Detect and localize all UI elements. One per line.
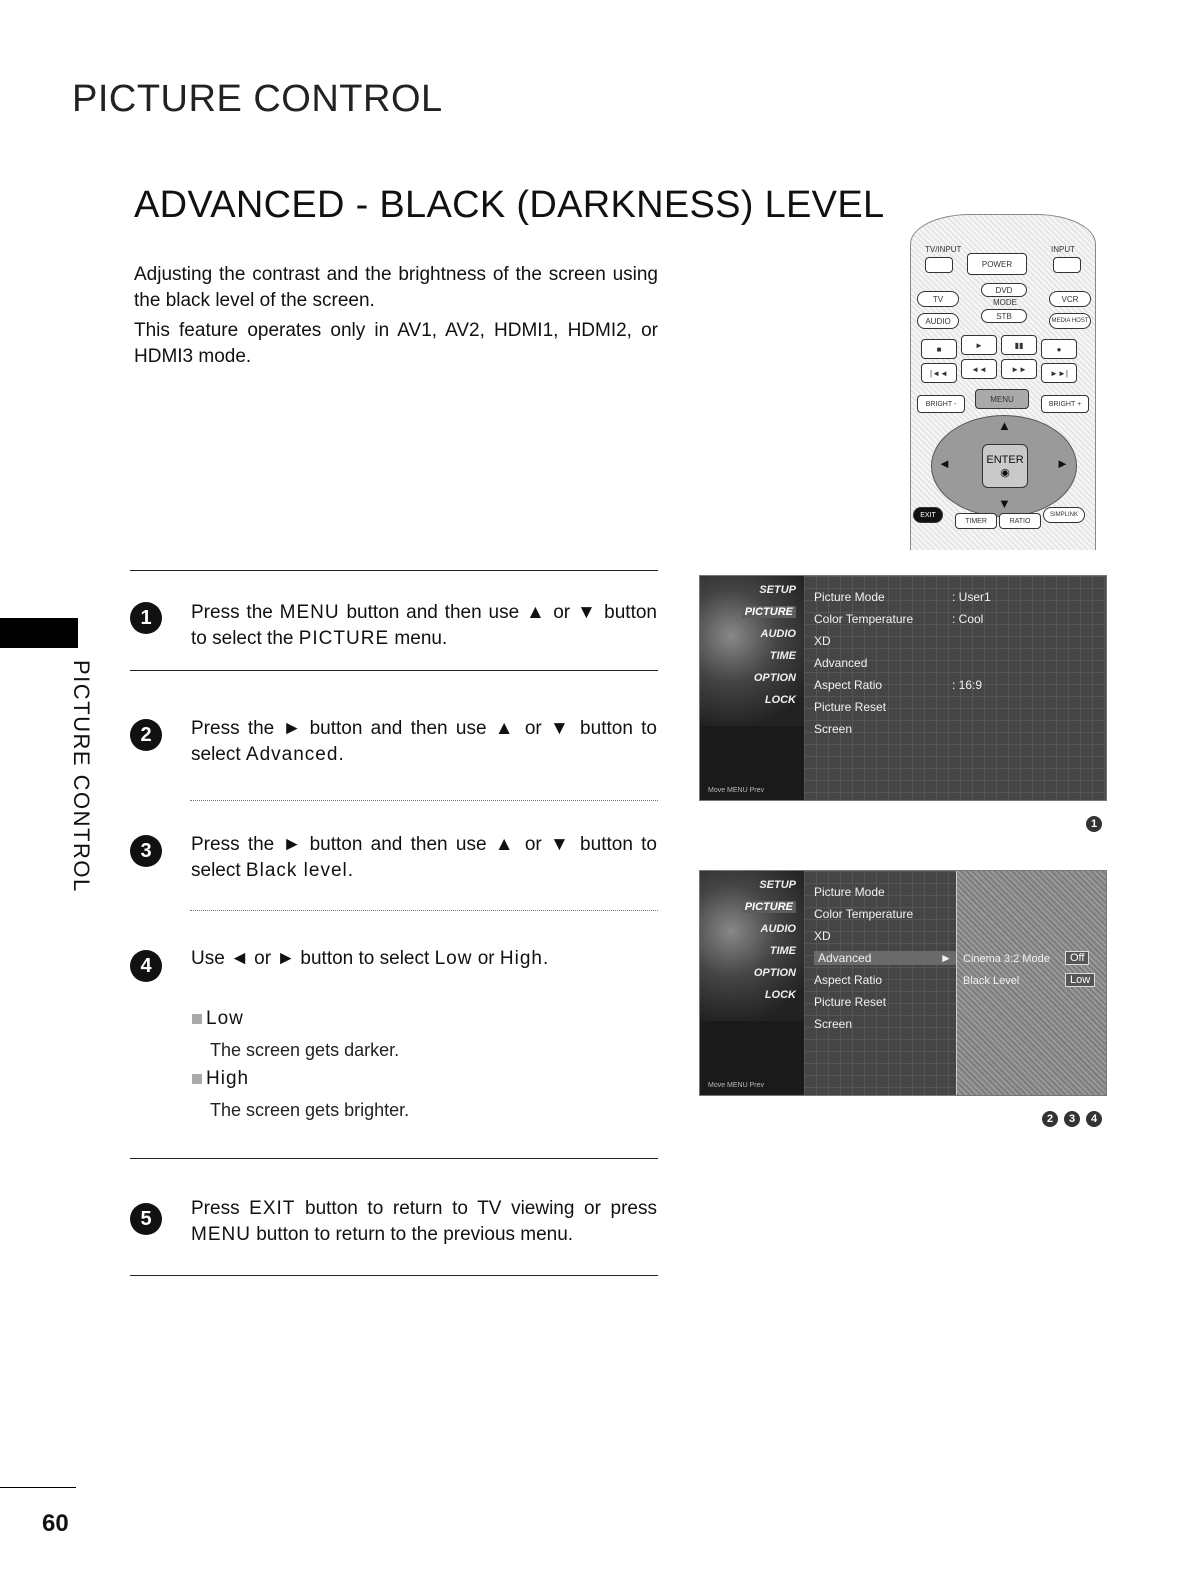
osd-footer-hint: Move MENU Prev [708, 787, 765, 794]
osd-item-picture-mode: Picture Mode [814, 590, 885, 604]
dvd-mode-button[interactable]: DVD [981, 283, 1027, 297]
osd-subvalue-cinema-mode: Off [1065, 951, 1089, 965]
divider [130, 570, 658, 571]
play-button[interactable]: ► [961, 335, 997, 355]
tv-mode-button[interactable]: TV [917, 291, 959, 307]
osd-category-option: OPTION [753, 967, 796, 979]
osd-category-time: TIME [769, 650, 796, 662]
intro-paragraph-1: Adjusting the contrast and the brightness of the screen using the black level of the screen. [134, 264, 658, 311]
page-number: 60 [42, 1510, 69, 1537]
osd-item-advanced-selected: Advanced [814, 951, 960, 965]
page-number-rule [0, 1487, 76, 1488]
osd-menu-panel [804, 871, 1106, 1095]
step-number-5: 5 [130, 1203, 162, 1235]
option-low-label: Low [192, 1008, 244, 1030]
enter-button[interactable]: ENTER ◉ [982, 444, 1028, 488]
step-number-2: 2 [130, 719, 162, 751]
remote-label-mode: MODE [993, 298, 1017, 307]
navigation-pad[interactable] [931, 415, 1077, 517]
divider [130, 670, 658, 671]
intro-paragraph-2: This feature operates only in AV1, AV2, HDMI1, HDMI2, or HDMI3 mode. [134, 320, 658, 367]
osd-subvalue-black-level: Low [1065, 973, 1095, 987]
screenshot-badge-3: 3 [1064, 1111, 1080, 1127]
record-button[interactable]: ● [1041, 339, 1077, 359]
osd-category-audio: AUDIO [760, 923, 796, 935]
power-button[interactable]: POWER [967, 253, 1027, 275]
input-button[interactable] [1053, 257, 1081, 273]
audio-mode-button[interactable]: AUDIO [917, 313, 959, 329]
dotted-divider [190, 910, 658, 911]
osd-category-setup: SETUP [759, 584, 796, 596]
osd-advanced-submenu [956, 871, 1106, 1095]
up-arrow-icon[interactable]: ▲ [998, 418, 1011, 433]
divider [130, 1158, 658, 1159]
section-title: ADVANCED - BLACK (DARKNESS) LEVEL [134, 184, 885, 226]
osd-category-setup: SETUP [759, 879, 796, 891]
osd-item-aspect-ratio: Aspect Ratio [814, 973, 883, 987]
right-arrow-icon[interactable]: ► [1056, 456, 1069, 471]
option-high-description: The screen gets brighter. [210, 1100, 410, 1120]
step-3-text: Press the ► button and then use ▲ or ▼ button to select Black level. [191, 834, 657, 881]
osd-category-picture: PICTURE [742, 901, 796, 913]
exit-button[interactable]: EXIT [913, 507, 943, 523]
remote-label-input: INPUT [1051, 245, 1075, 254]
pause-button[interactable]: ▮▮ [1001, 335, 1037, 355]
skip-forward-button[interactable]: ►►| [1041, 363, 1077, 383]
osd-item-xd: XD [814, 929, 831, 943]
step-2-text: Press the ► button and then use ▲ or ▼ button to select Advanced. [191, 718, 657, 765]
vcr-mode-button[interactable]: VCR [1049, 291, 1091, 307]
osd-item-picture-reset: Picture Reset [814, 995, 887, 1009]
osd-subitem-cinema-mode: Cinema 3:2 Mode [963, 953, 1050, 965]
left-arrow-icon[interactable]: ◄ [938, 456, 951, 471]
osd-category-audio: AUDIO [760, 628, 796, 640]
osd-value-color-temperature: : Cool [952, 612, 984, 626]
bright-minus-button[interactable]: BRIGHT - [917, 395, 965, 413]
bullet-icon [192, 1014, 202, 1024]
osd-item-screen: Screen [814, 722, 853, 736]
step-number-1: 1 [130, 602, 162, 634]
fast-forward-button[interactable]: ►► [1001, 359, 1037, 379]
timer-button[interactable]: TIMER [955, 513, 997, 529]
divider [130, 1275, 658, 1276]
submenu-arrow-icon: ► [940, 951, 952, 965]
osd-item-color-temperature: Color Temperature [814, 612, 914, 626]
option-low-description: The screen gets darker. [210, 1040, 400, 1060]
osd-picture-menu-screenshot [699, 575, 1107, 801]
osd-subitem-black-level: Black Level [963, 975, 1020, 987]
osd-item-xd: XD [814, 634, 831, 648]
page-header: PICTURE CONTROL [72, 78, 443, 120]
remote-control-illustration [910, 214, 1096, 550]
step-1-text: Press the MENU button and then use ▲ or ▼ button to select the PICTURE menu. [191, 602, 657, 649]
osd-item-color-temperature: Color Temperature [814, 907, 914, 921]
stb-mode-button[interactable]: STB [981, 309, 1027, 323]
step-number-3: 3 [130, 835, 162, 867]
dotted-divider [190, 800, 658, 801]
screenshot-badge-4: 4 [1086, 1111, 1102, 1127]
down-arrow-icon[interactable]: ▼ [998, 496, 1011, 511]
osd-category-sidebar [700, 871, 804, 1095]
side-section-label: PICTURE CONTROL [69, 660, 94, 893]
step-number-4: 4 [130, 950, 162, 982]
osd-category-lock: LOCK [764, 694, 796, 706]
stop-button[interactable]: ■ [921, 339, 957, 359]
osd-category-option: OPTION [753, 672, 796, 684]
osd-item-picture-mode: Picture Mode [814, 885, 885, 899]
step-5-text: Press EXIT button to return to TV viewing or press MENU button to return to the previous menu. [191, 1198, 657, 1245]
menu-button[interactable]: MENU [975, 389, 1029, 409]
ratio-button[interactable]: RATIO [999, 513, 1041, 529]
screenshot-badge-1: 1 [1086, 816, 1102, 832]
screenshot-badge-2: 2 [1042, 1111, 1058, 1127]
osd-category-sidebar [700, 576, 804, 800]
osd-item-screen: Screen [814, 1017, 853, 1031]
osd-footer-hint: Move MENU Prev [708, 1082, 765, 1089]
osd-category-picture: PICTURE [742, 606, 796, 618]
osd-item-advanced: Advanced [814, 656, 868, 670]
osd-category-time: TIME [769, 945, 796, 957]
skip-back-button[interactable]: |◄◄ [921, 363, 957, 383]
tv-input-button[interactable] [925, 257, 953, 273]
osd-item-aspect-ratio: Aspect Ratio [814, 678, 883, 692]
osd-value-picture-mode: : User1 [952, 590, 991, 604]
osd-advanced-submenu-screenshot [699, 870, 1107, 1096]
option-high-label: High [192, 1068, 249, 1090]
simplink-button[interactable]: SIMPLINK [1043, 507, 1085, 523]
rewind-button[interactable]: ◄◄ [961, 359, 997, 379]
step-4-text: Use ◄ or ► button to select Low or High. [191, 948, 549, 969]
bullet-icon [192, 1074, 202, 1084]
remote-label-tv-input: TV/INPUT [925, 245, 962, 254]
section-tab-marker [0, 618, 78, 648]
media-host-button[interactable]: MEDIA HOST [1049, 313, 1091, 329]
osd-value-aspect-ratio: : 16:9 [952, 678, 983, 692]
osd-item-picture-reset: Picture Reset [814, 700, 887, 714]
bright-plus-button[interactable]: BRIGHT + [1041, 395, 1089, 413]
osd-category-lock: LOCK [764, 989, 796, 1001]
osd-menu-panel [804, 576, 1106, 800]
